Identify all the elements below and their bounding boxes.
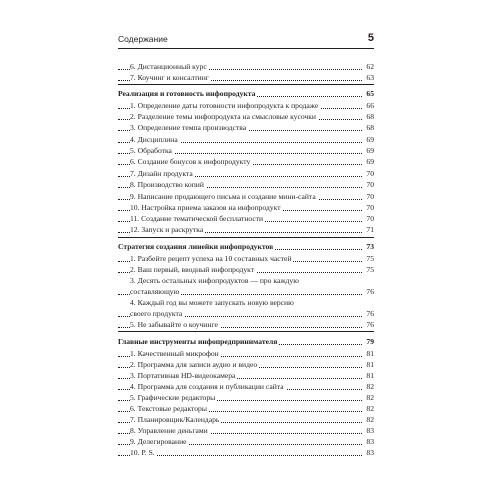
toc-entry[interactable]	[118, 111, 374, 122]
toc-entry-page: 81	[366, 360, 374, 369]
toc-entry[interactable]	[118, 308, 374, 319]
toc-entry-page: 69	[366, 135, 374, 144]
toc-entry[interactable]	[118, 100, 374, 111]
toc-entry-page: 70	[366, 192, 374, 201]
toc-entry[interactable]	[118, 286, 374, 297]
toc-entry-page: 75	[366, 265, 374, 274]
toc-entry-label: 1. Определение даты готовности инфопродукта к продаже	[130, 101, 319, 110]
toc-entry[interactable]	[118, 425, 374, 436]
header-title: Содержание	[118, 34, 168, 44]
toc-entry[interactable]	[118, 436, 374, 447]
toc-entry[interactable]	[118, 264, 374, 275]
toc-entry-page: 69	[366, 146, 374, 155]
toc-entry-label: составляющую	[130, 287, 180, 296]
toc-entry-label: 11. Создание тематической бесплатности	[130, 214, 264, 223]
toc-entry[interactable]	[118, 275, 374, 286]
toc-entry-page: 82	[366, 393, 374, 402]
running-header	[118, 33, 374, 47]
toc-entry-page: 68	[366, 123, 374, 132]
toc-entry-label: 12. Запуск и раскрутка	[130, 225, 204, 234]
toc-entry-label: 3. Определение темпа производства	[130, 123, 247, 132]
toc-entry-page: 82	[366, 404, 374, 413]
toc-entry-label: 5. Обработка	[130, 146, 172, 155]
toc-entry-label: Главные инструменты инфопредпринимателя	[118, 337, 278, 346]
toc-entry-page: 62	[366, 62, 374, 71]
section-rule	[118, 84, 374, 85]
header-page-number: 5	[367, 32, 374, 44]
toc-entry-label: 3. Десять остальных инфопродуктов — про каждую	[130, 276, 299, 285]
toc-section-entry[interactable]	[118, 336, 374, 347]
toc-entry[interactable]	[118, 72, 374, 83]
toc-entry-page: 83	[366, 426, 374, 435]
toc-entry-label: 5. Не забывайте о коучинге	[130, 320, 218, 329]
toc-entry-page: 81	[366, 371, 374, 380]
toc-entry-page: 69	[366, 157, 374, 166]
toc-entry[interactable]	[118, 381, 374, 392]
section-rule	[118, 237, 374, 238]
toc-entry-page: 79	[366, 337, 374, 346]
toc-entry-page: 82	[366, 415, 374, 424]
toc-entry-page: 75	[366, 254, 374, 263]
toc-entry-label: 3. Портативная HD-видеокамера	[130, 371, 236, 380]
toc-entry-page: 70	[366, 169, 374, 178]
toc-entry-label: 4. Дисциплина	[130, 135, 178, 144]
toc-entry-page: 76	[366, 309, 374, 318]
toc-entry[interactable]	[118, 61, 374, 72]
toc-entry[interactable]	[118, 370, 374, 381]
toc-entry-label: 4. Каждый год вы можете запускать новую версию	[130, 298, 294, 307]
toc-entry-label: 10. P. S.	[130, 448, 155, 457]
toc-entry-page: 70	[366, 180, 374, 189]
toc-entry-page: 83	[366, 437, 374, 446]
toc-entry-label: Стратегия создания линейки инфопродуктов	[118, 242, 274, 251]
toc-entry-label: 9. Делегирование	[130, 437, 187, 446]
toc-entry-label: 4. Программа для создания и публикации сайта	[130, 382, 284, 391]
toc-entry[interactable]	[118, 348, 374, 359]
toc-entry[interactable]	[118, 168, 374, 179]
toc-entry[interactable]	[118, 213, 374, 224]
toc-entry-page: 65	[366, 89, 374, 98]
header-rule	[118, 48, 374, 49]
toc-entry-label: 2. Разделение темы инфопродукта на смысловые кусочки	[130, 112, 316, 121]
toc-entry[interactable]	[118, 403, 374, 414]
toc-entry-page: 68	[366, 112, 374, 121]
toc-entry-label: 6. Текстовые редакторы	[130, 404, 207, 413]
toc-entry-label: Реализация и готовность инфопродукта	[118, 89, 256, 98]
toc-entry-label: 1. Качественный микрофон	[130, 349, 219, 358]
toc-entry-label: 5. Графические редакторы	[130, 393, 216, 402]
toc-entry-label: 1. Разбейте рецепт успеха на 10 составных частей	[130, 254, 292, 263]
toc-entry[interactable]	[118, 179, 374, 190]
toc-entry[interactable]	[118, 392, 374, 403]
toc-section-entry[interactable]	[118, 241, 374, 252]
toc-entry-label: 7. Коучинг и консалтинг	[130, 73, 209, 82]
toc-entry-label: 6. Создание бонусов к инфопродукту	[130, 157, 251, 166]
toc-entry-page: 73	[366, 242, 374, 251]
toc-entry[interactable]	[118, 145, 374, 156]
toc-entry[interactable]	[118, 319, 374, 330]
toc-entry[interactable]	[118, 414, 374, 425]
toc-entry-label: 9. Написание продающего письма и создание мини-сайта	[130, 192, 316, 201]
toc-entry[interactable]	[118, 297, 374, 308]
toc-entry-page: 63	[366, 73, 374, 82]
toc-entry-page: 70	[366, 203, 374, 212]
toc-entry-label: 8. Управление деньгами	[130, 426, 208, 435]
toc-entry-page: 76	[366, 320, 374, 329]
toc-entry-label: 2. Ваш первый, вводный инфопродукт	[130, 265, 255, 274]
toc-entry[interactable]	[118, 359, 374, 370]
toc-entry-label: 8. Производство копий	[130, 180, 204, 189]
toc-entry-page: 76	[366, 287, 374, 296]
toc-entry-page: 81	[366, 349, 374, 358]
toc-entry-label: 7. Планировщик/Календарь	[130, 415, 220, 424]
toc-entry-page: 71	[366, 225, 374, 234]
toc-entry[interactable]	[118, 202, 374, 213]
toc-entry[interactable]	[118, 122, 374, 133]
toc-entry[interactable]	[118, 253, 374, 264]
toc-entry-page: 83	[366, 448, 374, 457]
toc-entry-label: 7. Дизайн продукта	[130, 169, 193, 178]
toc-entry-label: 6. Дистанционный курс	[130, 62, 207, 71]
toc-entry[interactable]	[118, 191, 374, 202]
toc-entry-page: 66	[366, 101, 374, 110]
toc-entry[interactable]	[118, 134, 374, 145]
toc-entry-page: 82	[366, 382, 374, 391]
section-rule	[118, 331, 374, 332]
toc-entry-label: 2. Программа для записи аудио и видео	[130, 360, 258, 369]
toc-section-entry[interactable]	[118, 88, 374, 99]
toc-entry-label: своего продукта	[130, 309, 183, 318]
toc-entry-label: 10. Настройка приема заказов на инфопродукт	[130, 203, 281, 212]
toc-entry[interactable]	[118, 156, 374, 167]
toc-entry[interactable]	[118, 447, 374, 458]
toc-entry[interactable]	[118, 224, 374, 235]
toc-entry-page: 70	[366, 214, 374, 223]
